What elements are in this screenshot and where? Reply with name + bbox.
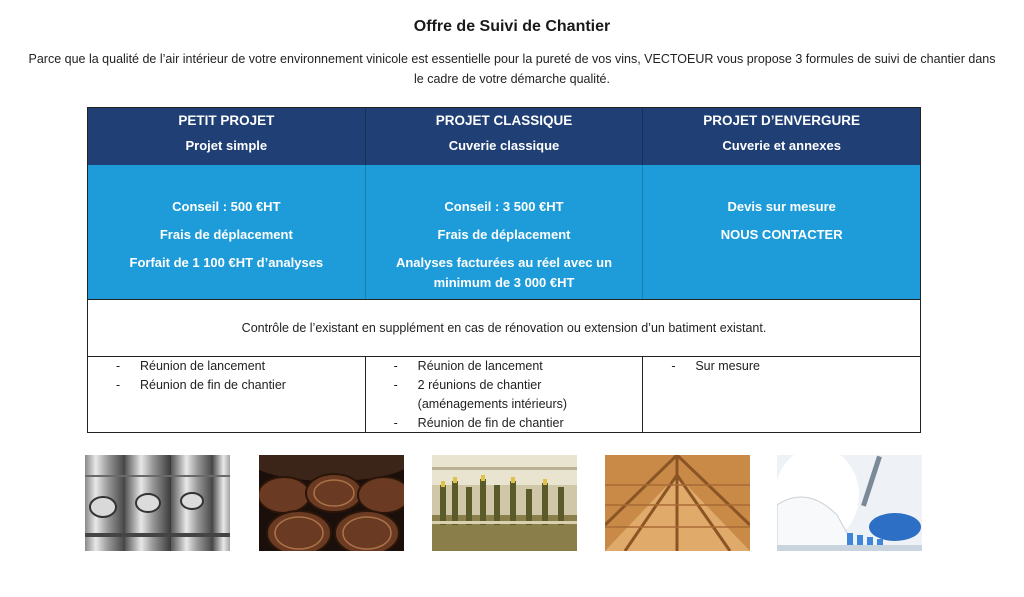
contact-us-text: NOUS CONTACTER: [720, 227, 843, 242]
list-item: - Réunion de fin de chantier: [394, 414, 633, 433]
page-title: Offre de Suivi de Chantier: [413, 18, 611, 35]
table-items-row: [88, 357, 920, 432]
plan-name: PETIT PROJET: [178, 113, 275, 128]
price-line: Forfait de 1 100 €HT d’analyses: [129, 255, 324, 270]
price-line: Frais de déplacement: [437, 227, 571, 242]
table-header-row: [88, 108, 920, 165]
list-item: - Réunion de fin de chantier: [116, 376, 355, 395]
plan-name: PROJET CLASSIQUE: [435, 113, 573, 128]
column-header-petit-projet: [88, 108, 365, 165]
table-price-row: [88, 165, 920, 299]
list-item: - Sur mesure: [671, 357, 910, 376]
column-header-projet-classique: [365, 108, 643, 165]
price-line: Devis sur mesure: [727, 199, 836, 214]
price-line: Conseil : 500 €HT: [172, 199, 281, 214]
offer-table: [87, 107, 921, 433]
plan-subtitle: Cuverie classique: [448, 138, 560, 153]
existing-control-note: Contrôle de l’existant en supplément en cas de rénovation ou extension d’un batiment existant.: [88, 299, 920, 357]
items-cell-projet-classique: [365, 357, 643, 432]
photo-strip: [85, 455, 922, 551]
items-cell-petit-projet: [88, 357, 365, 432]
laboratory-analysis-photo: [777, 455, 922, 551]
price-line: Conseil : 3 500 €HT: [444, 199, 564, 214]
list-item: - Réunion de lancement: [116, 357, 355, 376]
price-line: Frais de déplacement: [159, 227, 293, 242]
plan-subtitle: Cuverie et annexes: [722, 138, 841, 153]
bottling-line-photo: [432, 455, 577, 551]
plan-name: PROJET D’ENVERGURE: [703, 113, 861, 128]
plan-subtitle: Projet simple: [185, 138, 268, 153]
price-cell-projet-classique: [365, 165, 643, 299]
wine-barrels-cellar-photo: [259, 455, 404, 551]
column-header-projet-envergure: [642, 108, 920, 165]
price-cell-projet-envergure: [642, 165, 920, 299]
intro-paragraph: Parce que la qualité de l’air intérieur de votre environnement vinicole est essentielle pour la pureté de vos vins, VECTOEUR vous propose 3 formules de suivi de chantier dans le cadre de votre démarche qualité.: [28, 52, 996, 86]
list-item: - Réunion de lancement: [394, 357, 633, 376]
wooden-roof-frame-photo: [605, 455, 750, 551]
steel-wine-tanks-photo: [85, 455, 230, 551]
items-cell-projet-envergure: [642, 357, 920, 432]
price-cell-petit-projet: [88, 165, 365, 299]
price-line: Analyses facturées au réel avec un minimum de 3 000 €HT: [395, 255, 613, 290]
list-item: - 2 réunions de chantier (aménagements intérieurs): [394, 376, 633, 414]
